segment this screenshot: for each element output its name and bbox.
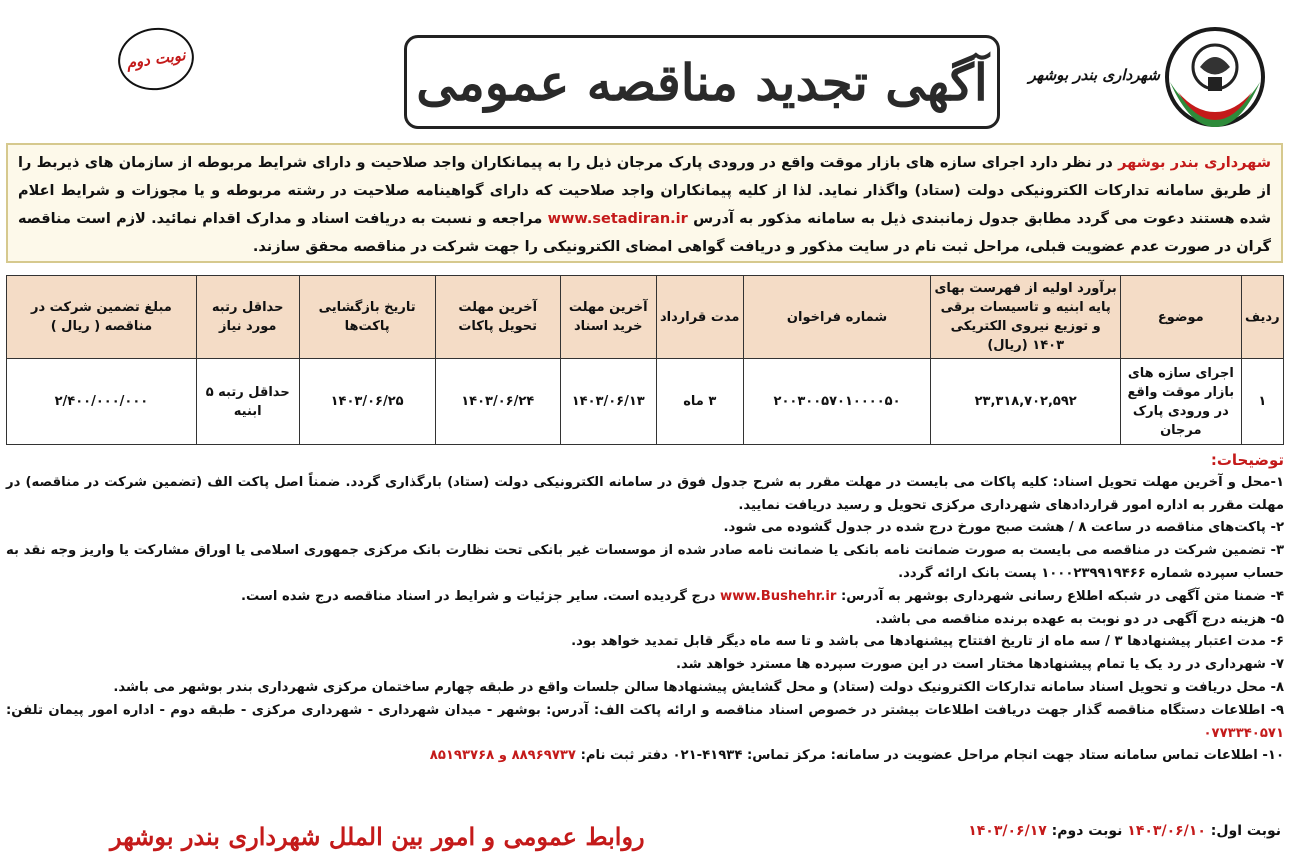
note-9 [6, 700, 1284, 746]
municipality-logo [1150, 22, 1280, 132]
col-duration: مدت قرارداد [656, 276, 743, 359]
cell-min-rank: حداقل رتبه ۵ ابنیه [196, 359, 299, 445]
cell-subject: اجرای سازه های بازار موقت واقع در ورودی پارک مرجان [1121, 359, 1242, 445]
note-2: ۲- پاکت‌های مناقصه در ساعت ۸ / هشت صبح مورخ درج شده در جدول گشوده می شود. [723, 520, 1284, 536]
publication-dates [968, 820, 1281, 842]
col-guarantee: مبلغ تضمین شرکت در مناقصه ( ریال ) [7, 276, 197, 359]
cell-estimate: ۲۳,۳۱۸,۷۰۲,۵۹۲ [931, 359, 1121, 445]
table-row [7, 359, 1284, 445]
note-4 [6, 586, 1284, 609]
cell-duration: ۳ ماه [656, 359, 743, 445]
second-round-label: نوبت دوم: [1046, 823, 1128, 839]
setad-link[interactable]: www.setadiran.ir [547, 211, 688, 227]
col-delivery-deadline: آخرین مهلت تحویل پاکات [435, 276, 560, 359]
col-subject: موضوع [1121, 276, 1242, 359]
cell-call-number: ۲۰۰۳۰۰۵۷۰۱۰۰۰۰۵۰ [743, 359, 931, 445]
col-opening-date: تاریخ بازگشایی پاکت‌ها [299, 276, 435, 359]
title-box [404, 35, 1000, 129]
notes-title: توضیحات: [1210, 451, 1284, 469]
note-7: ۷- شهرداری در رد یک یا تمام پیشنهادها مختار است در این صورت سپرده ها مسترد خواهد شد. [676, 657, 1284, 673]
first-round-date: ۱۴۰۳/۰۶/۱۰ [1127, 823, 1206, 839]
note-9-text: ۹- اطلاعات دستگاه مناقصه گذار جهت دریافت اطلاعات بیشتر در خصوص اسناد مناقصه و ارائه پاکت الف: آدرس: بوشهر - میدان شهرداری - شهرداری مرکزی - طبقه دوم - اداره امور پیمان تلفن: [6, 702, 1284, 718]
col-min-rank: حداقل رتبه مورد نیاز [196, 276, 299, 359]
col-call-number: شماره فراخوان [743, 276, 931, 359]
page-title: آگهی تجدید مناقصه عمومی [416, 52, 988, 112]
table-header-row [7, 276, 1284, 359]
cell-row: ۱ [1241, 359, 1283, 445]
cell-guarantee: ۲/۴۰۰/۰۰۰/۰۰۰ [7, 359, 197, 445]
intro-text-2: مراجعه و نسبت به دریافت اسناد و مدارک اقدام نمائید. لازم است مناقصه گران در صورت عدم عضویت قبلی، مراحل ثبت نام در سایت مذکور و دریافت گواهی امضای الکترونیکی را جهت شرکت در مناقصه محقق سازند. [18, 211, 1271, 255]
note-10-text: ۱۰- اطلاعات تماس سامانه ستاد جهت انجام مراحل عضویت در سامانه: مرکز تماس: ۴۱۹۳۴-۰۲۱ دفتر ثبت نام: [575, 748, 1284, 764]
note-6: ۶- مدت اعتبار پیشنهادها ۳ / سه ماه از تاریخ افتتاح پیشنهادها می باشد و تا سه ماه دیگر قابل تمدید خواهد بود. [571, 634, 1284, 650]
note-1: ۱-محل و آخرین مهلت تحویل اسناد: کلیه پاکات می بایست در مهلت مقرر به شرح جدول فوق در سامانه الکترونیکی دولت (ستاد) بارگذاری گردد. ضمناً اصل پاکت الف (تضمین شرکت در مناقصه) در مهلت مقرر به اداره امور قراردادهای شهرداری مرکزی تحویل و رسید دریافت نمایید. [6, 474, 1284, 513]
col-purchase-deadline: آخرین مهلت خرید اسناد [560, 276, 656, 359]
intro-text-1: در نظر دارد اجرای سازه های بازار موقت واقع در ورودی پارک مرجان ذیل را به پیمانکاران واجد صلاحیت و دارای شرایط مربوطه از سازمان های ذیربط را از طریق سامانه تدارکات الکترونیکی دولت (ستاد) واگذار نماید. لذا از کلیه پیمانکاران واجد صلاحیت که دارای گواهینامه صلاحیت در رشته مربوطه و یا مجوزات و شرایط اعلام شده هستند دعوت می گردد مطابق جدول زمانبندی ذیل به سامانه مذکور به آدرس [18, 155, 1271, 227]
org-name: شهرداری بندر بوشهر [1028, 66, 1160, 84]
cell-delivery-deadline: ۱۴۰۳/۰۶/۲۴ [435, 359, 560, 445]
note-10 [6, 745, 1284, 768]
cell-opening-date: ۱۴۰۳/۰۶/۲۵ [299, 359, 435, 445]
col-row: ردیف [1241, 276, 1283, 359]
bushehr-link[interactable]: www.Bushehr.ir [720, 588, 837, 604]
notes-section [6, 449, 1284, 768]
registration-phones: ۸۸۹۶۹۷۳۷ و ۸۵۱۹۳۷۶۸ [429, 748, 576, 764]
second-round-date: ۱۴۰۳/۰۶/۱۷ [968, 823, 1047, 839]
header [110, 20, 1290, 135]
cell-purchase-deadline: ۱۴۰۳/۰۶/۱۳ [560, 359, 656, 445]
first-round-label: نوبت اول: [1205, 823, 1281, 839]
note-4-a: ۴- ضمنا متن آگهی در شبکه اطلاع رسانی شهرداری بوشهر به آدرس: [836, 588, 1284, 604]
col-estimate: برآورد اولیه از فهرست بهای پایه ابنیه و تاسیسات برقی و توزیع نیروی الکتریکی ۱۴۰۳ (ریال) [931, 276, 1121, 359]
note-8: ۸- محل دریافت و تحویل اسناد سامانه تدارکات الکترونیک دولت (ستاد) و محل گشایش پیشنهادها سالن جلسات واقع در طبقه چهارم ساختمان مرکزی شهرداری بندر بوشهر می باشد. [113, 679, 1284, 695]
contract-phone: ۰۷۷۳۳۴۰۵۷۱ [1203, 725, 1284, 741]
note-4-b: درج گردیده است. سایر جزئیات و شرایط در اسناد مناقصه درج شده است. [240, 588, 721, 604]
note-5: ۵- هزینه درج آگهی در دو نوبت به عهده برنده مناقصه می باشد. [875, 611, 1284, 627]
intro-paragraph [6, 143, 1283, 263]
note-3: ۳- تضمین شرکت در مناقصه می بایست به صورت ضمانت نامه بانکی یا ضمانت نامه صادر شده از موسسات غیر بانکی تحت نظارت بانک مرکزی جمهوری اسلامی یا اوراق مشارکت یا واریز وجه نقد به حساب سپرده شماره ۱۰۰۰۲۳۹۹۱۹۴۶۶ پست بانک ارائه گردد. [6, 543, 1284, 581]
tender-table [6, 275, 1284, 445]
round-badge: نوبت دوم [114, 23, 198, 95]
intro-org: شهرداری بندر بوشهر [1118, 155, 1271, 171]
footer-signature: روابط عمومی و امور بین الملل شهرداری بندر بوشهر [110, 822, 645, 851]
